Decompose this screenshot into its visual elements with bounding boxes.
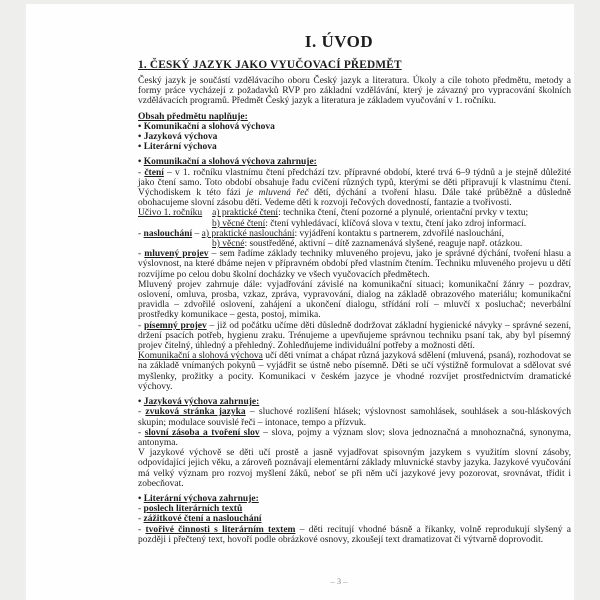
text-run: Literární výchova zahrnuje: [143, 493, 259, 504]
text-run: • [138, 397, 144, 408]
paragraph [138, 229, 571, 239]
text-run: • Jazyková výchova [138, 132, 218, 143]
text-run: : vyjádření kontaktu s partnerem, zdvořilé naslouchání, [294, 228, 504, 239]
paragraph [138, 168, 571, 209]
paragraph [138, 525, 571, 545]
text-run: - [138, 167, 145, 178]
paragraph [138, 504, 571, 514]
text-run: je mluvená řeč [246, 188, 309, 199]
text-run: b) věcné čtení [212, 218, 266, 229]
text-run: zvuková stránka jazyka [145, 407, 246, 418]
paragraph [138, 321, 571, 352]
text-run: • [138, 157, 144, 168]
text-run: – sem řadíme základy techniky mluveného projevu, jako je správné dýchání, tvoření hlasu a výslovnost, na které dbáme nejen v přípravném období před vlastním čtením. Techniku mluveného projevu u dětí rozvíjíme po celou dobu školní docházky ve všech vyučovacích předmětech. [138, 249, 571, 280]
paragraph [138, 249, 571, 280]
text-run: Komunikační a slohová výchova [138, 351, 263, 362]
text-run: - [138, 228, 144, 239]
page [26, 4, 574, 600]
text-run: poslech literárních textů [143, 504, 243, 515]
paragraph [138, 448, 571, 489]
text-run: - [138, 320, 144, 331]
page-number: – 3 – [330, 576, 348, 586]
section-heading [138, 58, 571, 72]
text-run: : čtení vyhledávací, klíčová slova v textu, čtení jako zdroj informací. [265, 218, 527, 229]
text-run: učí děti vnímat a chápat různá jazyková sdělení (mluvená, psaná), rozhodovat se na základě vnímaných pokynů – vyjádřit se ústně nebo písemně. Děti se učí výstižně formulovat a sdělovat své myšlenky, prožitky a pocity. Komunikaci v českém jazyce je vhodné rozvíjet prostřednictvím dramatické výchovy. [138, 351, 571, 392]
paragraph [138, 428, 571, 448]
paragraph [138, 514, 571, 524]
bullet-item [138, 142, 571, 152]
text-run: • Literární výchova [138, 142, 217, 153]
text-run: písemný projev [143, 320, 207, 331]
text-run: a) praktické naslouchání [201, 228, 295, 239]
text-run: Mluvený projev zahrnuje dále: vyjadřování závislé na komunikační situaci; komunikační žánry – pozdrav, oslovení, omluva, prosba, vzkaz, zpráva, vypravování, dialog na základě obrazového materiálu; komunikační pravidla – zdvořilé oslovení, zahájení a ukončení dialogu, střídání rolí – mluvčí x posluchač; neverbální prostředky komunikace – gesta, postoj, mimika. [138, 279, 571, 321]
text-run: : technika čtení, čtení pozorné a plynulé, orientační prvky v textu; [278, 208, 529, 219]
text-run: – již od počátku učíme děti důsledně dodržovat základní hygienické návyky – správné sezení, držení psacích potřeb, hygienu zraku. Trénujeme a upevňujeme správnou techniku psaní tak, aby byl písemný projev čitelný, úhledný a přehledný. Zohledňujeme individuální potřeby a možnosti dětí. [138, 320, 571, 352]
paragraph [138, 112, 571, 122]
text-run: – v 1. ročníku vlastnímu čtení předchází tzv. přípravné období, které trvá 6–9 týdnů a je stejně důležité jako čtení samo. Toto období obsahuje řadu cvičení různých typů, kterými se děti připravují k vlastnímu čtení. Východiskem k této fázi [138, 167, 571, 199]
text-run: – děti recitují vhodné básně a říkanky, volně reprodukují slyšený a později i přečtený text, hovoří podle obrázkové osnovy, zkoušejí text dramatizovat či výtvarně doprovodit. [138, 524, 571, 545]
text-run: a) praktické čtení [212, 208, 279, 219]
text-run: – [192, 228, 202, 239]
bullet-item [138, 157, 571, 167]
paragraph [138, 208, 571, 218]
text-run: Komunikační a slohová výchova zahrnuje: [143, 157, 317, 168]
text-run: slovní zásoba a tvoření slov [144, 427, 260, 438]
document-title: I. ÚVOD [304, 32, 374, 51]
indented-line [138, 219, 571, 229]
text-run: Učivo 1. ročníku [138, 208, 203, 219]
text-run: – slova, pojmy a význam slov; slova jednoznačná a mnohoznačná, synonyma, antonyma. [138, 427, 571, 448]
text-run: Obsah předmětu naplňuje: [138, 111, 248, 122]
text-run: • Komunikační a slohová výchova [138, 121, 275, 132]
text-run: 1. ČESKÝ JAZYK JAKO VYUČOVACÍ PŘEDMĚT [138, 59, 402, 71]
text-run: dětí, dýchání a tvoření hlasu. Dále také průběžně a důsledně obohacujeme slovní zásobu dětí. Vedeme děti k rozvoji řečových dovedností, fantazie a tvořivosti. [138, 188, 571, 209]
text-run: - [138, 514, 144, 525]
document-body [138, 58, 571, 545]
text-run: b) věcné [212, 239, 245, 250]
text-run: mluvený projev [144, 249, 209, 260]
text-run: - [138, 249, 145, 260]
text-run: čtení [144, 167, 164, 178]
text-run: : soustředěné, aktivní – dítě zaznamenává slyšené, reaguje např. otázkou. [244, 239, 523, 250]
text-run: - [138, 407, 146, 418]
bullet-item [138, 122, 571, 132]
indented-line [138, 239, 571, 249]
text-run: tvořivé činnosti s literárním textem [145, 524, 296, 535]
text-run: - [138, 504, 144, 515]
bullet-item [138, 494, 571, 504]
text-run: Jazyková výchova zahrnuje: [143, 397, 260, 408]
text-run: V jazykové výchově se děti učí prostě a jasně vyjadřovat spisovným jazykem s využitím slovní zásoby, odpovídající jejich věku, a zároveň poznávají elementární základy mluvnické stavby jazyka. Jazykové vyučování má velký význam pro rozvoj myšlení žáků, neboť se při něm učí jazykové jevy pozorovat, srovnávat, třídit i zobecňovat. [138, 448, 571, 489]
text-run: zážitkové čtení a naslouchání [143, 514, 262, 525]
text-run: Český jazyk je součástí vzdělávacího oboru Český jazyk a literatura. Úkoly a cíle tohoto předmětu, metody a formy práce vycházejí z požadavků RVP pro základní vzdělávání, který je závazný pro vypracování školních vzdělávacích programů. Předmět Český jazyk a literatura je základem vyučování v 1. ročníku. [138, 76, 571, 107]
paragraph [138, 407, 571, 427]
text-run: naslouchání [143, 228, 193, 239]
paragraph [138, 351, 571, 392]
paragraph [138, 280, 571, 321]
text-run: – sluchové rozlišení hlásek; výslovnost samohlásek, souhlásek a sou-hláskových skupin; modulace souvislé řeči – intonace, tempo a přízvuk. [138, 407, 572, 428]
bullet-item [138, 132, 571, 142]
text-run: - [138, 427, 145, 438]
text-run: • [138, 493, 144, 504]
text-run: - [138, 524, 146, 535]
paragraph [138, 76, 571, 107]
bullet-item [138, 397, 571, 407]
